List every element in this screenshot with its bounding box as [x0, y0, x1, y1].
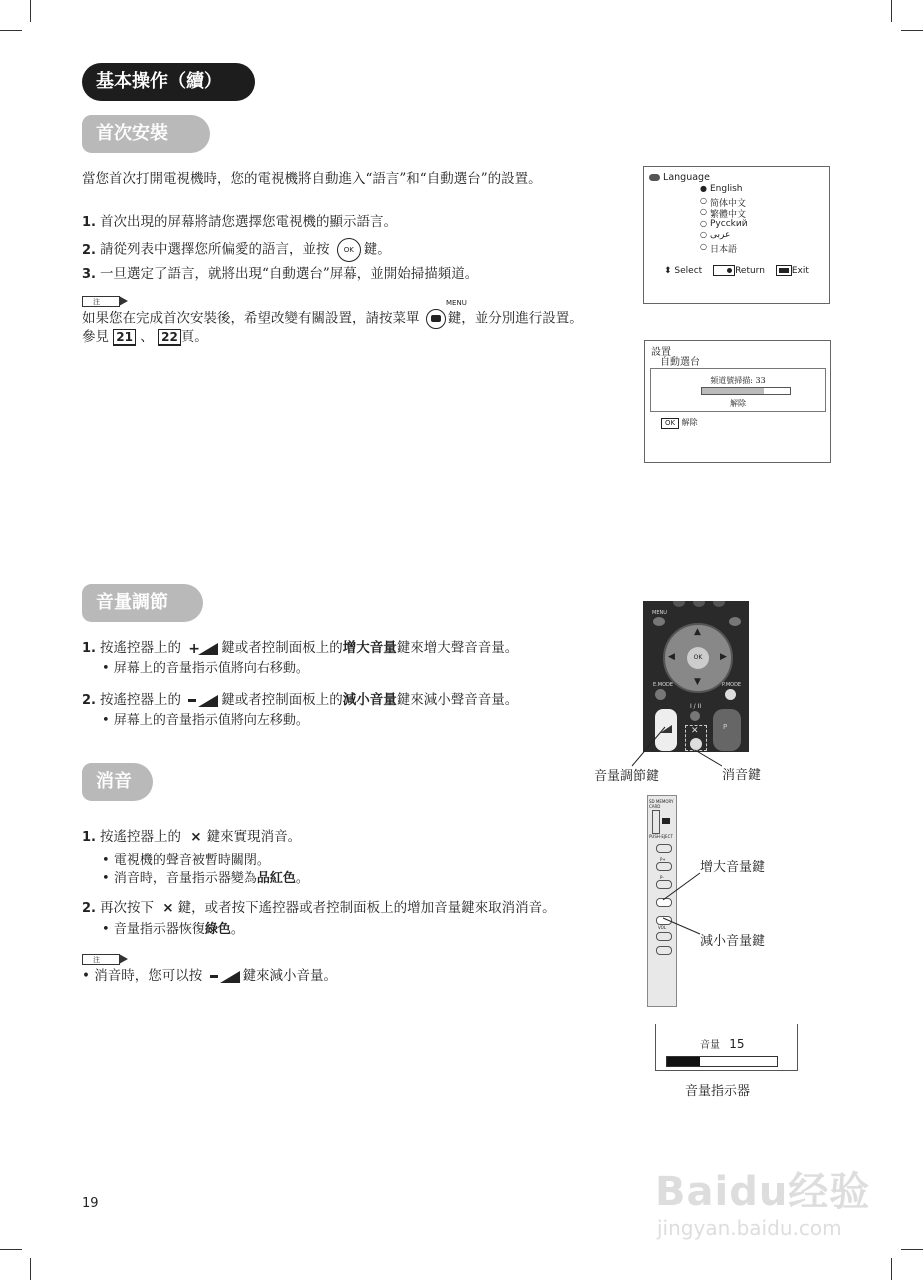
volume-down-icon — [210, 971, 240, 983]
caption-volume-down: 減小音量鍵 — [700, 934, 766, 949]
bullet-text: 屏幕上的音量指示值將向右移動。 — [113, 661, 309, 676]
remote-callout-lines — [620, 700, 760, 770]
sd-slot — [652, 810, 660, 834]
mute-icon: ⨯ — [190, 829, 202, 845]
step-number: 2. — [82, 901, 96, 916]
volume-down-icon — [188, 695, 218, 707]
footer-exit: Exit — [791, 266, 809, 276]
emode-button — [655, 689, 666, 700]
heading-volume: 音量調節 — [82, 584, 203, 622]
language-option[interactable]: ○ Pycckий — [710, 219, 748, 229]
first-install-ref — [82, 328, 208, 346]
exit-icon — [776, 265, 792, 276]
scan-progress-fill — [702, 388, 764, 394]
step-text: 按遙控器上的 — [99, 640, 181, 656]
autotune-menu: 設置 — [651, 347, 671, 358]
step-text: 請從列表中選擇您所偏愛的語言，並按 — [99, 241, 330, 258]
remote-label-pmode: P.MODE — [722, 682, 742, 688]
crop-mark — [901, 30, 923, 31]
bullet-bold: 品紅色 — [256, 871, 296, 886]
language-option[interactable]: ○ عربى — [710, 230, 730, 240]
caption-volume-key: 音量調節鍵 — [594, 769, 660, 784]
first-install-step-3 — [82, 265, 478, 284]
step-bold: 減小音量 — [342, 692, 397, 708]
crop-mark — [891, 1258, 892, 1280]
step-number: 1. — [82, 215, 96, 230]
panel-label-pplus: P+ — [660, 857, 666, 862]
language-screen-title — [649, 172, 710, 183]
menu-panel-button — [656, 946, 672, 955]
step-text: 一旦選定了語言，就將出現“自動選台”屏幕，並開始掃描頻道。 — [99, 266, 479, 282]
up-down-icon: ⬍ — [664, 266, 672, 276]
crop-mark — [0, 30, 22, 31]
bullet-text: 屏幕上的音量指示值將向左移動。 — [113, 713, 309, 728]
ref-text: 頁。 — [180, 329, 208, 345]
first-install-intro: 當您首次打開電視機時，您的電視機將自動進入“語言”和“自動選台”的設置。 — [82, 171, 542, 187]
channel-label: P — [723, 723, 728, 731]
step-text: 鍵來減小聲音音量。 — [396, 692, 519, 708]
ref-text: 參見 — [82, 329, 109, 345]
bullet-text: 消音時，音量指示器變為 — [113, 871, 257, 886]
mute-button-area: ✕ — [685, 725, 707, 751]
page-ref-icon: 21 — [113, 329, 136, 346]
language-screen — [643, 166, 830, 304]
ok-action: 解除 — [681, 418, 698, 427]
baidu-watermark — [655, 1150, 895, 1245]
panel-label-vol: VOL — [658, 925, 667, 930]
autotune-screen — [644, 340, 831, 463]
ref-separator: 、 — [140, 329, 154, 345]
first-install-step-1 — [82, 213, 397, 232]
first-install-step-2 — [82, 238, 391, 262]
volume-up-icon: + — [188, 643, 218, 655]
section-title: 基本操作（續） — [82, 63, 255, 101]
step-text: 再次按下 — [99, 900, 154, 916]
step-text: 鍵來增大聲音音量。 — [396, 640, 519, 656]
panel-label-pminus: P- — [660, 875, 664, 880]
watermark-brand: Baidu经验 — [655, 1169, 871, 1215]
page-ref-icon: 22 — [158, 329, 181, 346]
volume-indicator-label — [700, 1036, 744, 1051]
crop-mark — [0, 1249, 22, 1250]
bullet-text: 音量指示器恢復 — [113, 922, 205, 937]
dpad-icon: ▲ ▼ ◀ ▶ OK — [663, 623, 733, 693]
footer-return: Return — [735, 266, 765, 276]
volume-bullet-1: • 屏幕上的音量指示值將向右移動。 — [102, 661, 309, 676]
step-text: 鍵。 — [363, 241, 391, 258]
step-text: 按遙控器上的 — [99, 829, 181, 845]
language-option[interactable]: ○ 繁體中文 — [710, 207, 746, 220]
mute-bullet-3: • 音量指示器恢復綠色。 — [102, 922, 244, 937]
ok-key-icon: OK — [337, 238, 361, 262]
crop-mark — [891, 0, 892, 22]
note-tag: 注 — [82, 296, 120, 307]
crop-mark — [30, 1258, 31, 1280]
step-text: 鍵或者控制面板上的 — [221, 692, 343, 708]
remote-label-menu: MENU — [652, 610, 667, 616]
note-tag: 注 — [82, 954, 120, 965]
step-text: 鍵或者控制面板上的 — [221, 640, 343, 656]
caption-volume-up: 增大音量鍵 — [700, 860, 766, 875]
remote-label-emode: E.MODE — [653, 682, 674, 688]
pmode-button — [725, 689, 736, 700]
eject-icon — [662, 818, 670, 824]
language-option[interactable]: ○ 日本語 — [710, 242, 737, 255]
mute-note — [82, 967, 337, 985]
step-text: 按遙控器上的 — [99, 692, 181, 708]
footer-select: Select — [674, 266, 703, 276]
step-number: 2. — [82, 242, 96, 258]
language-title-text: Language — [663, 172, 710, 183]
volume-bullet-2: • 屏幕上的音量指示值將向左移動。 — [102, 713, 309, 728]
ok-button: OK — [687, 647, 709, 669]
bullet-text: 電視機的聲音被暫時關閉。 — [113, 853, 270, 868]
scan-cancel: 解除 — [730, 399, 746, 408]
volume-indicator — [655, 1024, 798, 1071]
heading-first-install: 首次安裝 — [82, 115, 210, 153]
step-number: 2. — [82, 693, 96, 708]
volume-value: 15 — [729, 1037, 745, 1051]
watermark-url: jingyan.baidu.com — [657, 1216, 842, 1240]
volume-bar-fill — [667, 1057, 700, 1066]
return-icon — [713, 265, 735, 276]
menu-key-label: MENU — [446, 299, 467, 307]
remote-label-dual: I / II — [690, 703, 702, 710]
autotune-panel — [650, 368, 826, 412]
language-option[interactable]: ● English — [710, 184, 743, 194]
step-number: 3. — [82, 267, 96, 282]
note-text: • 消音時，您可以按 — [82, 968, 203, 984]
caption-mute-key: 消音鍵 — [722, 768, 762, 783]
power-button — [656, 844, 672, 853]
step-bold: 增大音量 — [342, 640, 397, 656]
step-text: 首次出現的屏幕將請您選擇您電視機的顯示語言。 — [99, 214, 397, 230]
autotune-submenu: 自動選台 — [660, 357, 700, 368]
caption-volume-indicator: 音量指示器 — [685, 1084, 751, 1099]
language-screen-footer — [664, 265, 809, 276]
step-text: 鍵來實現消音。 — [206, 829, 302, 845]
mute-bullet-1: • 電視機的聲音被暫時關閉。 — [102, 853, 270, 868]
volume-label: 音量 — [700, 1040, 720, 1051]
note-text: 如果您在完成首次安裝後，希望改變有關設置，請按菜單 — [82, 310, 420, 327]
volume-step-1 — [82, 639, 518, 658]
menu-button — [653, 617, 665, 626]
panel-label-eject: PUSH-EJECT — [649, 834, 673, 839]
mute-step-1 — [82, 828, 301, 847]
note-text: 鍵，並分別進行設置。 — [447, 310, 583, 327]
crop-mark — [901, 1249, 923, 1250]
language-option[interactable]: ○ 简体中文 — [710, 196, 746, 209]
bullet-bold: 綠色 — [204, 922, 231, 937]
language-icon — [649, 174, 660, 181]
panel-label-sd: SD MEMORY CARD — [649, 799, 674, 809]
first-install-note — [82, 309, 583, 329]
scan-progress-bar — [701, 387, 791, 395]
note-text: 鍵來減小音量。 — [242, 968, 338, 984]
page-number: 19 — [82, 1196, 99, 1211]
step-text: 鍵，或者按下遙控器或者控制面板上的增加音量鍵來取消消音。 — [177, 900, 556, 916]
heading-mute: 消音 — [82, 763, 153, 801]
bullet-text: 。 — [295, 871, 309, 886]
return-button — [729, 617, 741, 626]
step-number: 1. — [82, 641, 96, 656]
mute-step-2 — [82, 899, 556, 918]
volume-step-2 — [82, 691, 518, 710]
step-number: 1. — [82, 830, 96, 845]
mute-icon: ⨯ — [162, 900, 174, 916]
scan-label: 頻道號掃描: 33 — [710, 376, 766, 385]
bullet-text: 。 — [230, 922, 244, 937]
autotune-footer — [661, 417, 698, 429]
crop-mark — [30, 0, 31, 22]
mute-bullet-2: • 消音時，音量指示器變為品紅色。 — [102, 871, 309, 886]
menu-key-icon — [426, 309, 446, 329]
volume-bar — [666, 1056, 778, 1067]
ok-key-icon: OK — [661, 418, 679, 429]
